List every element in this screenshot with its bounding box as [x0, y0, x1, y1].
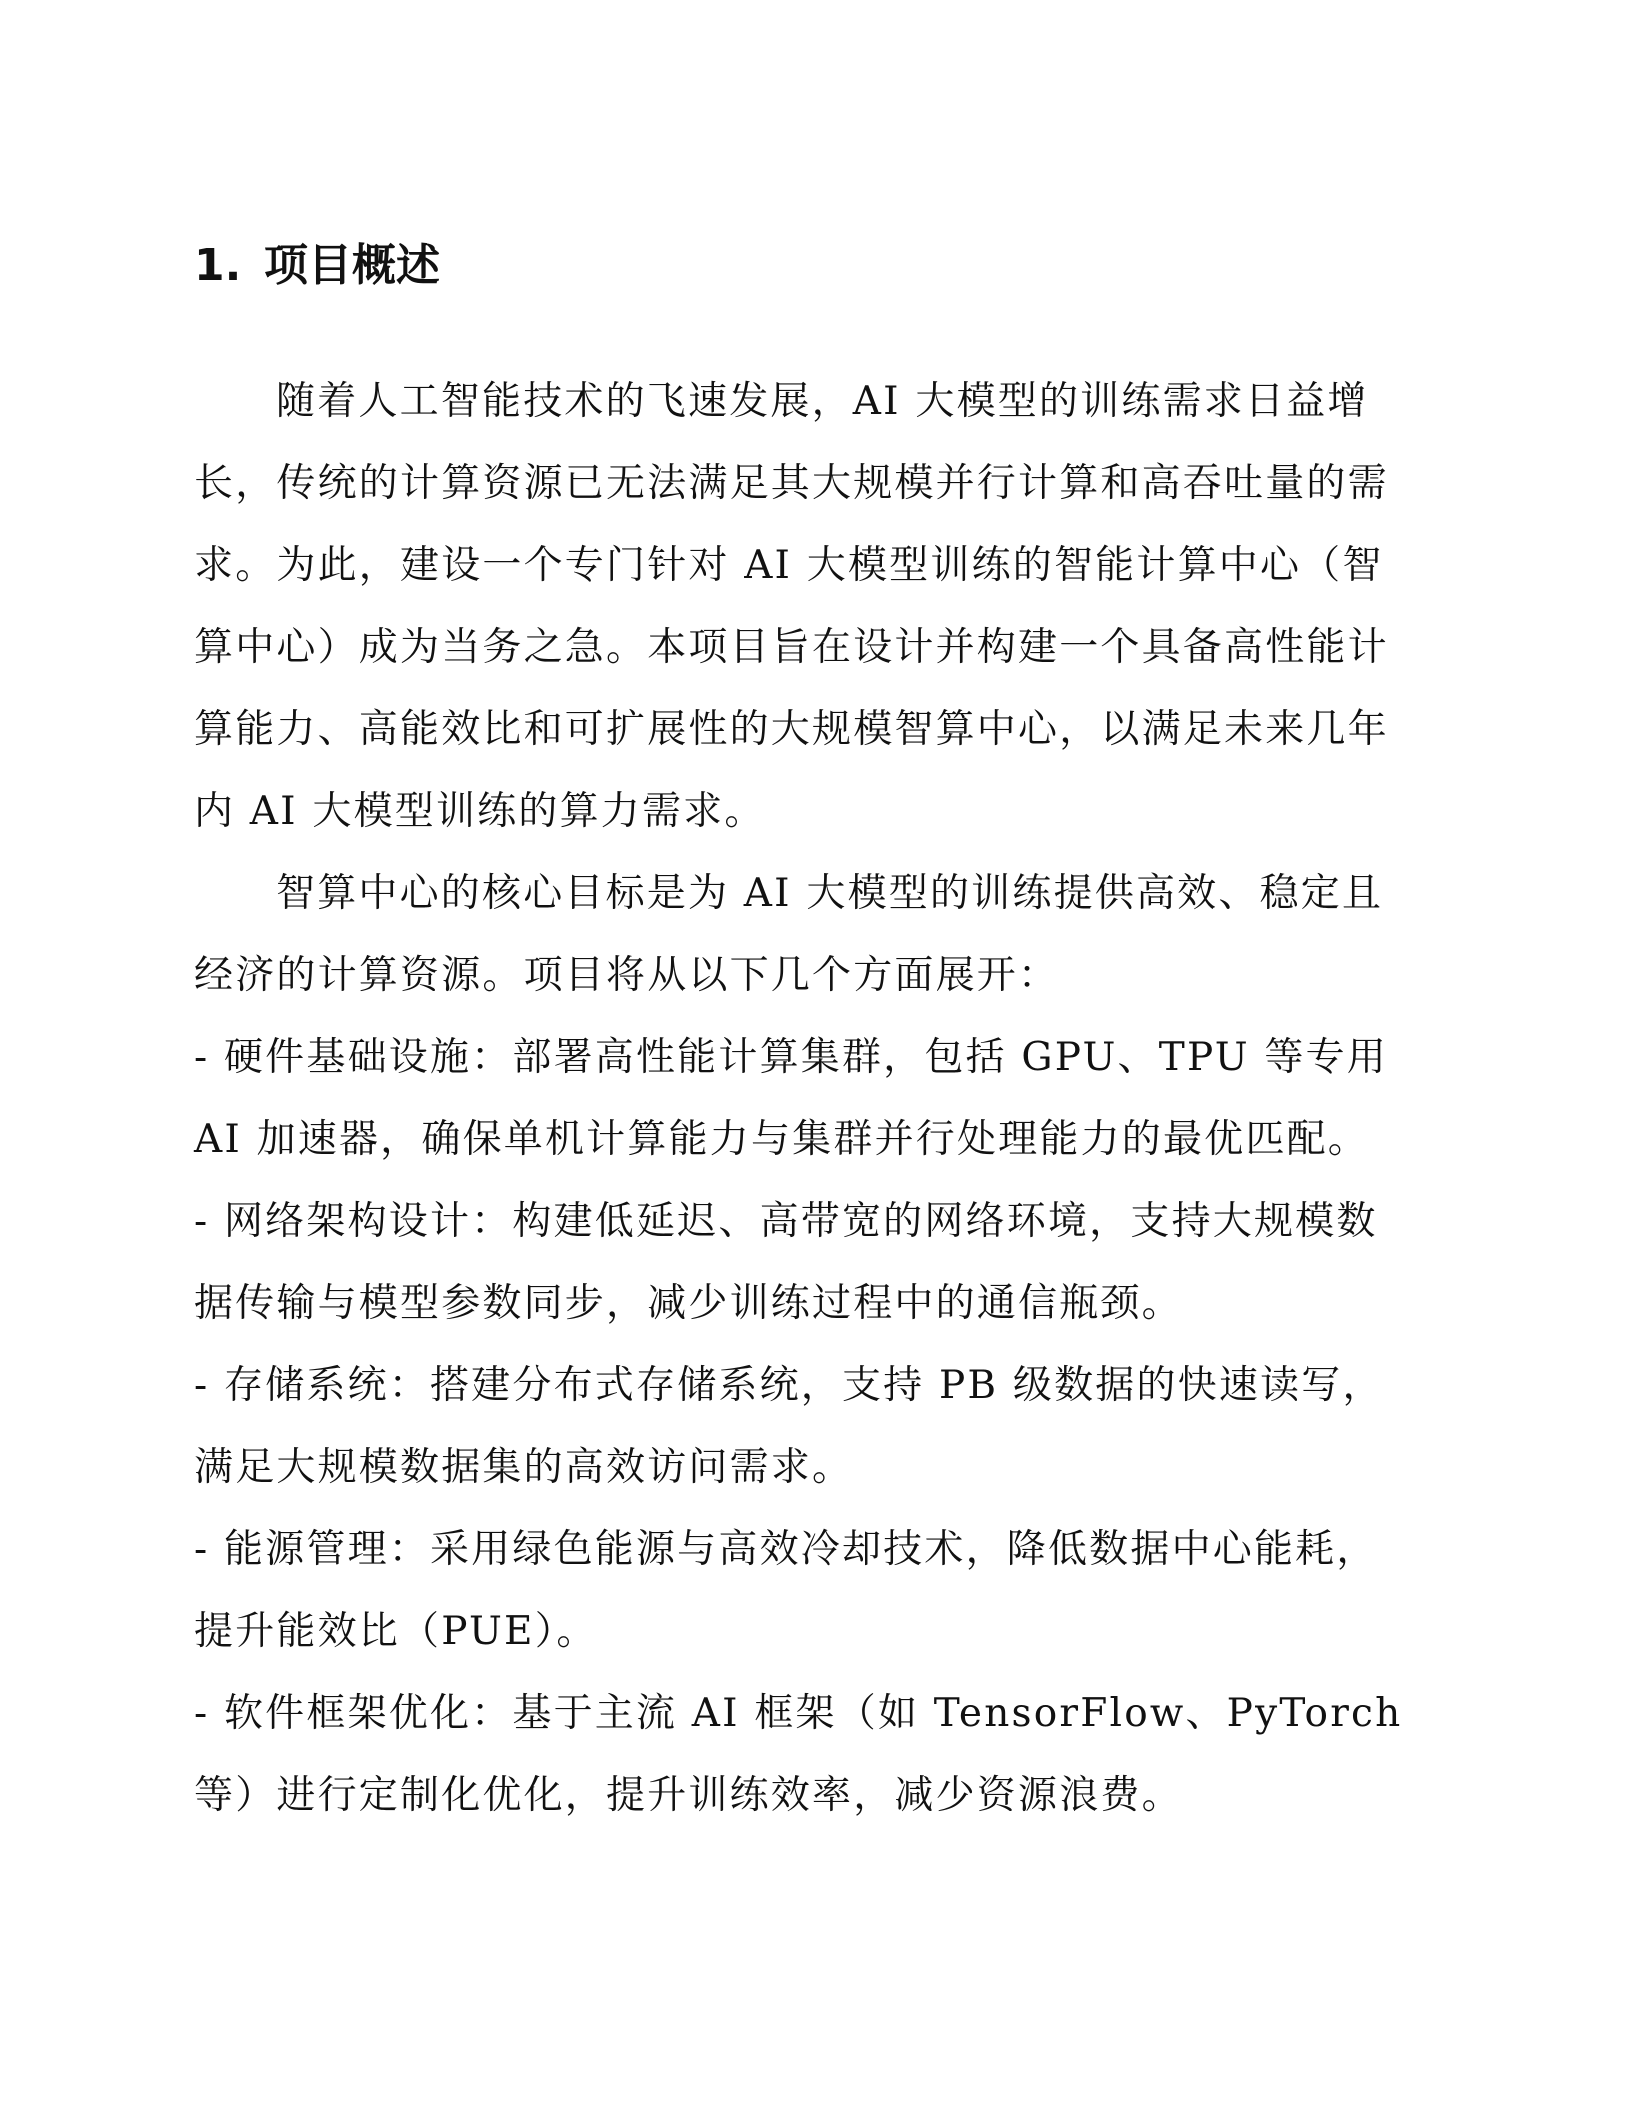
paragraph-1-line-4: 算中心）成为当务之急。本项目旨在设计并构建一个具备高性能计 [194, 625, 1389, 670]
list-item-software-line-2: 等）进行定制化优化，提升训练效率，减少资源浪费。 [194, 1773, 1183, 1818]
list-item-software-line-1: - 软件框架优化：基于主流 AI 框架（如 TensorFlow、PyTorch [194, 1691, 1403, 1736]
list-item-hardware-line-2: AI 加速器，确保单机计算能力与集群并行处理能力的最优匹配。 [194, 1117, 1369, 1162]
paragraph-1-line-5: 算能力、高能效比和可扩展性的大规模智算中心，以满足未来几年 [194, 707, 1389, 752]
list-item-hardware-line-1: - 硬件基础设施：部署高性能计算集群，包括 GPU、TPU 等专用 [194, 1035, 1388, 1080]
paragraph-1-line-2: 长，传统的计算资源已无法满足其大规模并行计算和高吞吐量的需 [194, 461, 1389, 506]
section-heading [194, 234, 440, 298]
list-item-network-line-2: 据传输与模型参数同步，减少训练过程中的通信瓶颈。 [194, 1281, 1183, 1326]
paragraph-1-line-6: 内 AI 大模型训练的算力需求。 [194, 789, 766, 834]
section-title: 项目概述 [264, 240, 440, 291]
paragraph-1-line-3: 求。为此，建设一个专门针对 AI 大模型训练的智能计算中心（智 [194, 543, 1384, 588]
list-item-energy-line-2: 提升能效比（PUE）。 [194, 1609, 598, 1654]
list-item-storage-line-1: - 存储系统：搭建分布式存储系统，支持 PB 级数据的快速读写， [194, 1363, 1384, 1408]
paragraph-2-line-1: 智算中心的核心目标是为 AI 大模型的训练提供高效、稳定且 [276, 871, 1384, 916]
list-item-energy-line-1: - 能源管理：采用绿色能源与高效冷却技术，降低数据中心能耗， [194, 1527, 1378, 1572]
paragraph-1-line-1: 随着人工智能技术的飞速发展，AI 大模型的训练需求日益增 [276, 379, 1369, 424]
list-item-network-line-1: - 网络架构设计：构建低延迟、高带宽的网络环境，支持大规模数 [194, 1199, 1378, 1244]
list-item-storage-line-2: 满足大规模数据集的高效访问需求。 [194, 1445, 854, 1490]
section-number: 1. [194, 240, 242, 291]
paragraph-2-line-2: 经济的计算资源。项目将从以下几个方面展开： [194, 953, 1060, 998]
